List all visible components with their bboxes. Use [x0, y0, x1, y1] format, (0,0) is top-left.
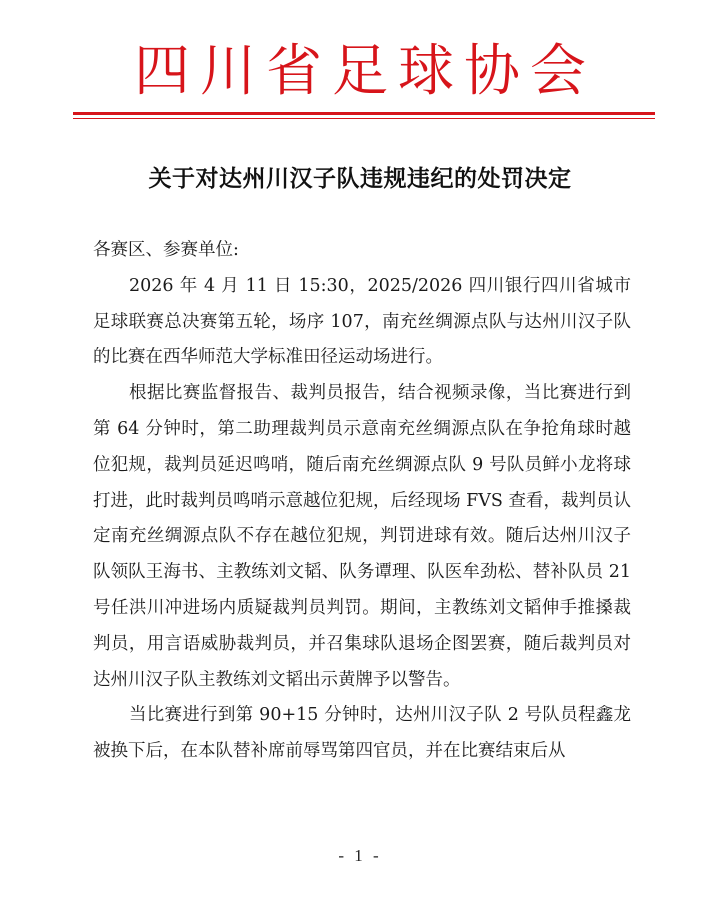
letterhead-divider [73, 112, 655, 119]
document-body [93, 233, 631, 770]
salutation: 各赛区、参赛单位: [93, 240, 239, 260]
divider-thin-line [73, 118, 655, 119]
divider-thick-line [73, 112, 655, 115]
page-number: - 1 - [338, 846, 382, 865]
document-title: 关于对达州川汉子队违规违纪的处罚决定 [148, 165, 572, 192]
letterhead-organization: 四川省足球协会 [134, 39, 596, 104]
paragraph-match-info: 2026 年 4 月 11 日 15:30，2025/2026 四川银行四川省城市足球联赛总决赛第五轮，场序 107，南充丝绸源点队与达州川汉子队的比赛在西华师范大学标准田径运动场进行。 [93, 275, 631, 368]
paragraph-player-misconduct: 当比赛进行到第 90+15 分钟时，达州川汉子队 2 号队员程鑫龙被换下后，在本队替补席前辱骂第四官员，并在比赛结束后从 [93, 705, 631, 762]
paragraph-incident-details: 根据比赛监督报告、裁判员报告，结合视频录像，当比赛进行到第 64 分钟时，第二助理裁判员示意南充丝绸源点队在争抢角球时越位犯规，裁判员延迟鸣哨，随后南充丝绸源点队 9 号队员鲜小龙将球打进，此时裁判员鸣哨示意越位犯规，后经现场 FVS 查看，裁判员认定南充丝绸源点队不存在越位犯规，判罚进球有效。随后达州川汉子队领队王海书、主教练刘文韬、队务谭理、队医牟劲松、替补队员 21 号任洪川冲进场内质疑裁判员判罚。期间，主教练刘文韬伸手推搡裁判员，用言语威胁裁判员，并召集球队退场企图罢赛，随后裁判员对达州川汉子队主教练刘文韬出示黄牌予以警告。 [93, 383, 631, 690]
